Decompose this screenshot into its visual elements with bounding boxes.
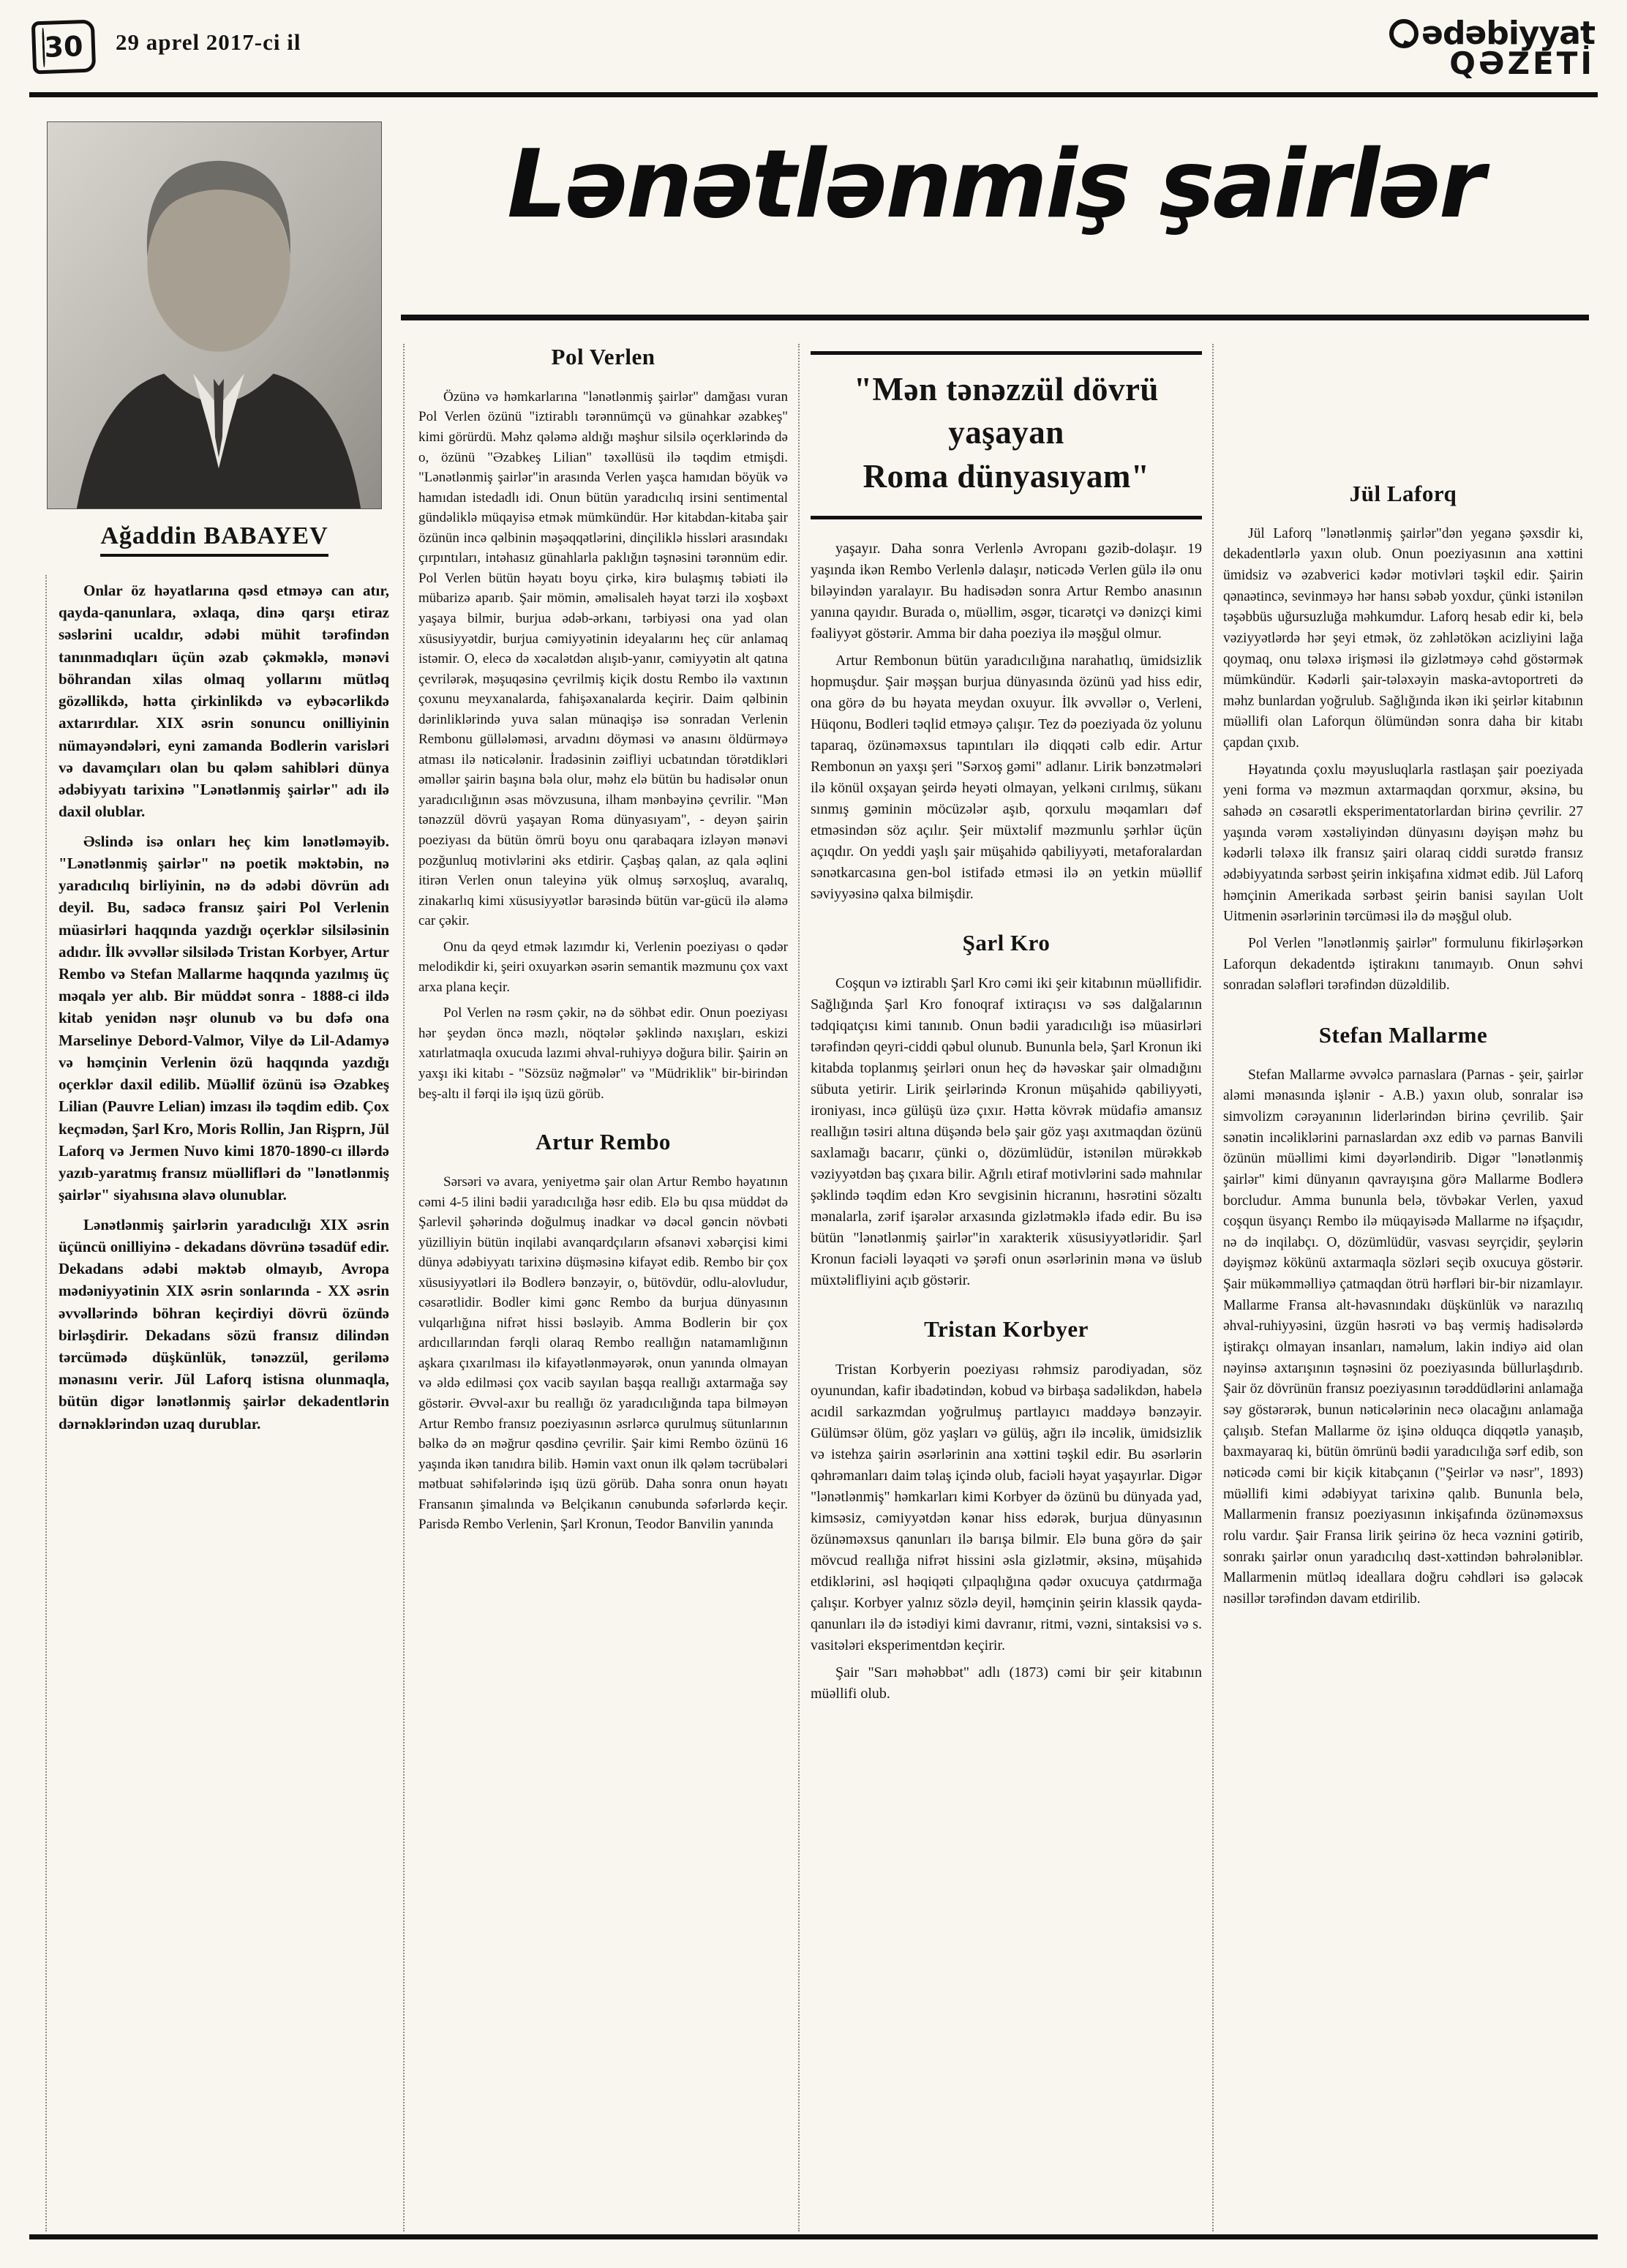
paragraph: Coşqun və iztirablı Şarl Kro cəmi iki şeir kitabının müəllifidir. Sağlığında Şarl Kro fonoqraf ixtiraçısı və səs dalğalarının tədqiqatçısı kimi tanınıb. Onun bədii yaradıcılığı isə müasirləri tərəfindən qeyri-ciddi qəbul olunub. Bununla belə, Şarl Kronun iki kitabda toplanmış şeirləri onun heç də həvəskar şair olmadığını sübuta yetirir. Lirik şeirlərində Kronun müşahidə qabiliyyəti, ironiyası, incə gülüşü üzə çıxır. Hətta kövrək müdafiə amansız reallığın təsiri altına düşəndə belə şair göz yaşı axıtmaqdan özünü saxlamağı bacarır, çünki o, dözümlüdür, istənilən mürəkkəb vəziyyətdən baş çıxara bilir. Ağrılı etiraf motivlərini sadə mahnılar şəklində təqdim edən Kro sevgisinin hicranını, həsrətini sözaltı mənalarla, zərif işarələr arxasında gizlətməklə ifadə edir. Bu isə bütün "lənətlənmiş şairlər"in xarakterik xüsusiyyətləridir. Şarl Kronun faciəli ləyaqəti və şərəfi onun əsərlərinin məna və üslub müxtəlifliyini açıb göstərir. <box>811 975 1202 1289</box>
column-laforq-mallarme <box>1223 477 1583 1616</box>
logo-emblem-icon <box>1389 19 1419 48</box>
paragraph: Jül Laforq "lənətlənmiş şairlər"dən yeganə şəxsdir ki, dekadentlərlə yaxın olub. Onun poeziyasının ana xəttini ümidsiz və əzabverici kədər motivləri təşkil edir. Şairin qənaətincə, sevinməyə hər hansı səbəb yoxdur, çünki istənilən təşəbbüs uğursuzluğa məhkumdur. Laforq hesab edir ki, belə vəziyyətlərdə hər şeyi etmək, öz zəhlətökən acizliyini lağa qoymaq, onu tələxə irişməsi ilə gizlətməyə cəhd göstərmək mümkündür. Kədərli şair-tələxəyin maska-avtoportreti də məhz bunlardan yoğrulub. Sağlığında ikən iki şeirlər kitabının müəllifi olan Laforqun ölümündən sonra daha bir kitabı çapdan çıxıb. <box>1223 525 1583 751</box>
bottom-rule <box>29 2234 1598 2239</box>
section-title-rembo: Artur Rembo <box>536 1129 671 1155</box>
section-title-kro: Şarl Kro <box>962 930 1051 956</box>
byline-name: Ağaddin BABAYEV <box>100 522 328 557</box>
column-divider <box>403 344 405 2231</box>
pull-quote-line: Roma dünyasıyam" <box>863 457 1150 495</box>
headline-rule <box>401 315 1589 320</box>
byline <box>47 522 382 557</box>
paragraph: Onu da qeyd etmək lazımdır ki, Verlenin poeziyası o qədər melodikdir ki, şeiri oxuyarkən əsərin semantik məzmunu çox vaxt arxa plana keçir. <box>418 939 788 995</box>
section-title-verlen: Pol Verlen <box>551 344 655 369</box>
header-rule <box>29 92 1598 97</box>
article-headline: Lənətlənmiş şairlər <box>507 130 1483 239</box>
intro-column <box>59 579 389 1442</box>
masthead <box>29 15 1598 83</box>
paragraph: Artur Rembonun bütün yaradıcılığına narahatlıq, ümidsizlik hopmuşdur. Şair məşşan burjua dünyasında özünü yad hiss edir, ona görə də bu həyata meydan oxuyur. İlk əvvəllər o, Verleni, Hüqonu, Bodleri təqlid etməyə çalışır. Tez də poeziyada öz yolunu taparaq, özünəməxsus tapıntıları ilə diqqəti cəlb edir. Artur Rembonun ən yaxşı şeri "Sərxoş gəmi" adlanır. Lirik bənzətmələri ilə könül oxşayan şeirdə heyəti olmayan, yelkəni cırılmış, sükanı sınmış gəminin möcüzələr aşıb, qorxulu məqamları dəf etməsindən söz açılır. Şeir müxtəlif məzmunlu şərhlər üçün açıqdır. On yeddi yaşlı şair müşahidə qabiliyyəti, metaforalardan sənətkarcasına gen-bol istifadə etməsi ilə ən yetkin müəllif səviyyəsinə qalxa bilmişdir. <box>811 653 1202 903</box>
column-divider <box>1212 344 1214 2231</box>
column-divider <box>798 344 800 2231</box>
section-title-mallarme: Stefan Mallarme <box>1318 1022 1488 1048</box>
pull-quote <box>811 351 1202 519</box>
section-title-korbyer: Tristan Korbyer <box>924 1316 1089 1343</box>
logo-name-bottom: QƏZETİ <box>1449 45 1595 82</box>
newspaper-logo <box>1389 15 1595 82</box>
paragraph: Pol Verlen "lənətlənmiş şairlər" formulunu fikirləşərkən Laforqun dekadentdə iştirakını tanımayıb. Onun səhvi sonradan sələfləri tərəfindən düzəldilib. <box>1223 936 1583 994</box>
paragraph: Sərsəri və avara, yeniyetmə şair olan Artur Rembo həyatının cəmi 4-5 ilini bədii yaradıcılığa həsr edib. Elə bu qısa müddət də Şarlevil şəhərində doğulmuş inadkar və dəcəl gəncin növbəti yüzilliyin bütün inqilabi avanqardçıların əfsanəvi xəbərçisi kimi dünya ədəbiyyatı tarixinə düşməsinə kifayət edib. Rembo bir çox xüsusiyyətləri ilə Bodlerə bənzəyir, o, bütövdür, odlu-alovludur, cəsarətlidir. Bodler kimi gənc Rembo da burjua dünyasının vulqarlığına nifrət hissi bəsləyib. Amma Bodlerin bir çox ardıcıllarından fərqli olaraq Rembo reallığın natamamlığının aşkara çıxarılması ilə kifayətlənməyərək, onun yanında olmayan və əldə edilməsi çox vacib sayılan başqa reallığı axtarmağa səy göstərir. Əvvəl-axır bu reallığı öz yaradıcılığında tapa bilməyən Artur Rembo fransız poeziyasının əsrlərcə qurulmuş sütunlarının bəlkə də ən məğrur qəsdinə çevrilir. Şair kimi Rembo özünü 16 yaşında ikən tanıdıra bilib. Həmin vaxt onun ilk qələm təcrübələri mətbuat səhifələrində işıq üzü görüb. Daha sonra onun həyatı Fransanın şimalında və Belçikanın cənubunda səfərlərdə keçir. Parisdə Rembo Verlenin, Şarl Kronun, Teodor Banvilin yanında <box>418 1174 788 1533</box>
paragraph: Özünə və həmkarlarına "lənətlənmiş şairlər" damğası vuran Pol Verlen özünü "iztirablı tərənnümçü və günahkar əzabkeş" kimi görürdü. Məhz qələmə aldığı məşhur silsilə oçerklərində də o, özünü "Əzabkeş Lilian" təxəllüsü ilə təqdim etmişdi. "Lənətlənmiş şairlər"in arasında Verlen yaşca hamıdan böyük və hamıdan istedadlı idi. Onun bütün yaradıcılıq irsini sentimental gündəliklə müqayisə etmək mümkündür. Hər kitabdan-kitaba şair özünün incə qəlbinin məşəqqətlərini, dinçiliklə hissləri arasındakı çırpıntıları, intəhasız günahlarla paklığın təşnəsini tərənnüm edir. Pol Verlen bütün həyatı boyu çirkə, kirə bulaşmış təbiəti ilə mübarizə aparıb. Şair mömin, əməlisaleh həyat tərzi ilə xoşbəxt yaşaya bilmir, burjua ədəb-ərkanı, tərbiyəsi ona yad olan xüsusiyyətdir, burjua cəmiyyətinin ideyalarını heç cür anlamaq istəmir. O, elecə də xəcalətdən alışıb-yanır, cəmiyyətin alt qatına çevrilərək, məşuqəsinə çevrilmiş kiçik dostu Rembo ilə vaxtının çoxunu meyxanalarda, fahişəxanalarda keçirir. Daim qəlbinin dərinliklərində yuva salan münaqişə isə sonradan Verlenin Rembonu güllələməsi, arvadını döyməsi və anasını öldürməyə atması ilə nəticələnir. İradəsinin zəifliyi ucbatından törətdikləri əməllər şairin başına bəla olur, məhz elə bütün bu hadisələr onun yaradıcılığının əsas mövzusuna, ilham mənbəyinə çevrilir. "Mən tənəzzül dövrü yaşayan Roma dünyasıyam", - deyən şairin poeziyası da bütün ömrü boyu onu qarabaqara izləyən mənəvi pozğunluq motivlərini əks etdirir. Çaşbaş qalan, az qala əqlini itirən Verlen onun taleyinə yük olmuş sərxoşluq, avaralıq, zinakarlıq kimi xüsusiyyətlər barəsində bütün var-gücü ilə aləmə car çəkir. <box>418 388 788 929</box>
pull-quote-line: "Mən tənəzzül dövrü yaşayan <box>854 371 1159 451</box>
paragraph: Şair "Sarı məhəbbət" adlı (1873) cəmi bir şeir kitabının müəllifi olub. <box>811 1664 1202 1702</box>
issue-date: 29 aprel 2017-ci il <box>116 29 301 55</box>
page-number: 30 <box>43 30 84 64</box>
logo-name-top: ədəbiyyat <box>1421 15 1595 52</box>
paragraph: Lənətlənmiş şairlərin yaradıcılığı XIX əsrin üçüncü onilliyinə - dekadans dövrünə təsadüf edir. Dekadans ədəbi məktəb olmayıb, Avropa mədəniyyətinin XIX əsrin sonlarında - XX əsrin əvvəllərində böhran keçirdiyi dövrü özündə birləşdirir. Dekadans sözü fransız dilindən tərcümədə düşkünlük, tənəzzül, geriləmə mənasını verir. Jül Laforq istisna olunmaqla, bütün digər lənətlənmiş şairlər dekadentlərin dərnəklərindən uzaq durublar. <box>59 1215 389 1432</box>
author-photo <box>47 121 382 509</box>
paragraph: Tristan Korbyerin poeziyası rəhmsiz parodiyadan, söz oyunundan, kafir ibadətindən, kobud və birbaşa sadəlikdən, habelə acıdil sarkazmdan yoğrulmuş partlayıcı maddəyə bənzəyir. Gülümsər ölüm, göz yaşları və gülüş, ağrı ilə incəlik, ümidsizlik və istehza şairin əsərlərinin ana xəttini təşkil edir. Bu əsərlərin qəhrəmanları daim təlaş içində olub, faciəli həyat yaşayırlar. Digər "lənətlənmiş" həmkarları kimi Korbyer də özünü bu dünyada yad, kimsəsiz, cəmiyyətdən kənar hiss edərək, burjua dünyasının özünəməxsus qanunları ilə barışa bilmir. Elə buna görə də şair mövcud reallığa nifrət hissini əsla gizlətmir, əksinə, müşahidə etdiklərini, əsl həqiqəti çılpaqlığına qədər oxucuya çatdırmağa çalışır. Korbyer yalnız sözlə deyil, həmçinin şeirin klassik qayda-qanunları ilə də istədiyi kimi davranır, ritmi, vəzni, sintaksisi və s. vasitələri eksperimentdən keçirir. <box>811 1362 1202 1654</box>
page-number-badge <box>31 20 96 75</box>
paragraph: Onlar öz həyatlarına qəsd etməyə can atır, qayda-qanunlara, əxlaqa, dinə qarşı etiraz səslərini ucaldır, ədəbi mühit tərəfindən tanınmadıqları üçün əzab çəkməklə, mənəvi böhrandan xilas olmaq yollarını mütləq gözəllikdə, hətta çirkinlikdə və eybəcərlikdə axtarırdılar. XIX əsrin sonuncu onilliyinin nümayəndələri, eyni zamanda Bodlerin varisləri və davamçıları olan bu qələm sahibləri dünya ədəbiyyatı tarixinə "Lənətlənmiş şairlər" adı ilə daxil olublar. <box>59 582 389 821</box>
column-kro-korbyer <box>811 341 1202 1711</box>
section-title-laforq: Jül Laforq <box>1349 481 1457 506</box>
paragraph: Əslində isə onları heç kim lənətləməyib. "Lənətlənmiş şairlər" nə poetik məktəbin, nə yaradıcılıq birliyinin, nə də ədəbi dövrün adı deyil. Bu, sadəcə fransız şairi Pol Verlenin müasirləri haqqında yazdığı oçerklər silsiləsinin adıdır. İlk əvvəllər silsilədə Tristan Korbyer, Artur Rembo və Stefan Mallarme haqqında yazılmış üç məqalə yer alıb. Bir müddət sonra - 1888-ci ildə kitab yenidən nəşr olunub və bu dəfə ona Marselinye Debord-Valmor, Vilye də Lil-Adamyə və həmçinin Verlenin özü haqqında yazdığı oçerklər daxil edilib. Müəllif özünü isə Əzabkeş Lilian (Pauvre Lelian) imzası ilə təqdim edib. Çox keçmədən, Şarl Kro, Moris Rollin, Jan Rişprn, Jül Laforq və Jermen Nuvo kimi 1870-1890-cı illərdə yazıb-yaratmış fransız müəllifləri də "lənətlənmiş şairlər" siyahısına əlavə olunublar. <box>59 832 389 1204</box>
paragraph: yaşayır. Daha sonra Verlenlə Avropanı gəzib-dolaşır. 19 yaşında ikən Rembo Verlenlə dalaşır, nəticədə Verlen gülə ilə onu biləyindən yaralayır. Bu hadisədən sonra Artur Rembo anasının yanına qayıdır. Burada o, müəllim, əsgər, ticarətçi və dənizçi kimi fəaliyyət göstərir. Amma bir daha poeziya ilə məşğul olmur. <box>811 541 1202 642</box>
portrait-illustration <box>48 122 381 508</box>
paragraph: Stefan Mallarme əvvəlcə parnaslara (Parnas - şeir, şairlər aləmi mənasında işlənir - A.B.) yaxın olub, sonralar isə simvolizm cərəyanının liderlərindən birinə çevrilib. Şair sənətin incəliklərini parnaslardan əxz edib və parnas Banvili özünün müəllimi kimi dəyərləndirib. Digər "lənətlənmiş şairlər" kimi dünyanın qavrayışına görə Mallarme Bodlerə borcludur. Amma bununla belə, tövbəkar Verlen, yaxud coşqun üsyançı Rembo ilə müqayisədə Mallarme nə ifşaçıdır, nə də inqilabçı. O, dözümlüdür, vasvası seyrçidir, şeylərin dəyişməz kökünü axtarmaqla sözləri seçib oxucuya göstərir. Şair mükəmməlliyə çatmaqdan ötrü hərfləri bir-bir nizamlayır. Mallarme Fransa alt-həvasnındakı düşkünlük və narazılıq əhval-ruhiyyəsini, üzgün həsrəti və baş vermiş hadisələrdə iştirakçı olmayan insanları, naməlum, lakin indiyə aid olan nəyinsə axtarışının təşnəsini öz poeziyasında büllurlaşdırıb. Şair öz dövrünün fransız poeziyasının tərəddüdlərini anlamağa səy göstərərək, bunun nəticələrinin necə olacağını anlamağa çalışıb. Stefan Mallarme öz işinə olduqca diqqətlə yanaşıb, baxmayaraq ki, bütün ömrünü bədii yaradıcılığa sərf edib, son nəticədə cəmi bir kiçik kitabçanın ("Şeirlər və nəsr", 1893) müəllifi kimi ədəbiyyat tarixinə qalıb. Bununla belə, Mallarmenin fransız poeziyasının inkişafında özünəməxsus rolu vardır. Şair Fransa lirik şeirinə öz heca vəznini gətirib, sonrakı şairlər onun yaradıcılıq dəst-xəttindən bəhrələniblər. Mallarmenin mütləq ideallara doğru cəhdləri isə gələcək nəsillər tərəfindən davam etdirilib. <box>1223 1067 1583 1607</box>
column-verlen-rembo <box>418 341 788 1541</box>
column-divider <box>45 575 47 2231</box>
paragraph: Həyatında çoxlu məyusluqlarla rastlaşan şair poeziyada yeni forma və məzmun axtarmaqdan qorxmur, əksinə, bu sahədə ən cəsarətli eksperimentatorlardan birinə çevrilir. 27 yaşında vərəm xəstəliyindən dünyasını dəyişən məhz bu kədərli tələxə ilk fransız şairi olaraq ciddi surətdə fransız ədəbiyyatında sərbəst şeirin inkişafına xidmət edib. Jül Laforq həmçinin Amerikada sərbəst şeirin banisi sayılan Uolt Uitmenin əsərlərinin tərcüməsi ilə də məşğul olub. <box>1223 762 1583 925</box>
paragraph: Pol Verlen nə rəsm çəkir, nə də söhbət edir. Onun poeziyası hər şeydən öncə məzlı, nöqtələr şəklində naxışları, eskizi xatırlatmaqla oxucuda lazımi əhval-ruhiyyə doğura bilir. Şairin ən yaxşı iki kitabı - "Sözsüz nəğmələr" və "Müdriklik" bir-birindən beş-altı il fərqi ilə işıq üzü görüb. <box>418 1005 788 1102</box>
